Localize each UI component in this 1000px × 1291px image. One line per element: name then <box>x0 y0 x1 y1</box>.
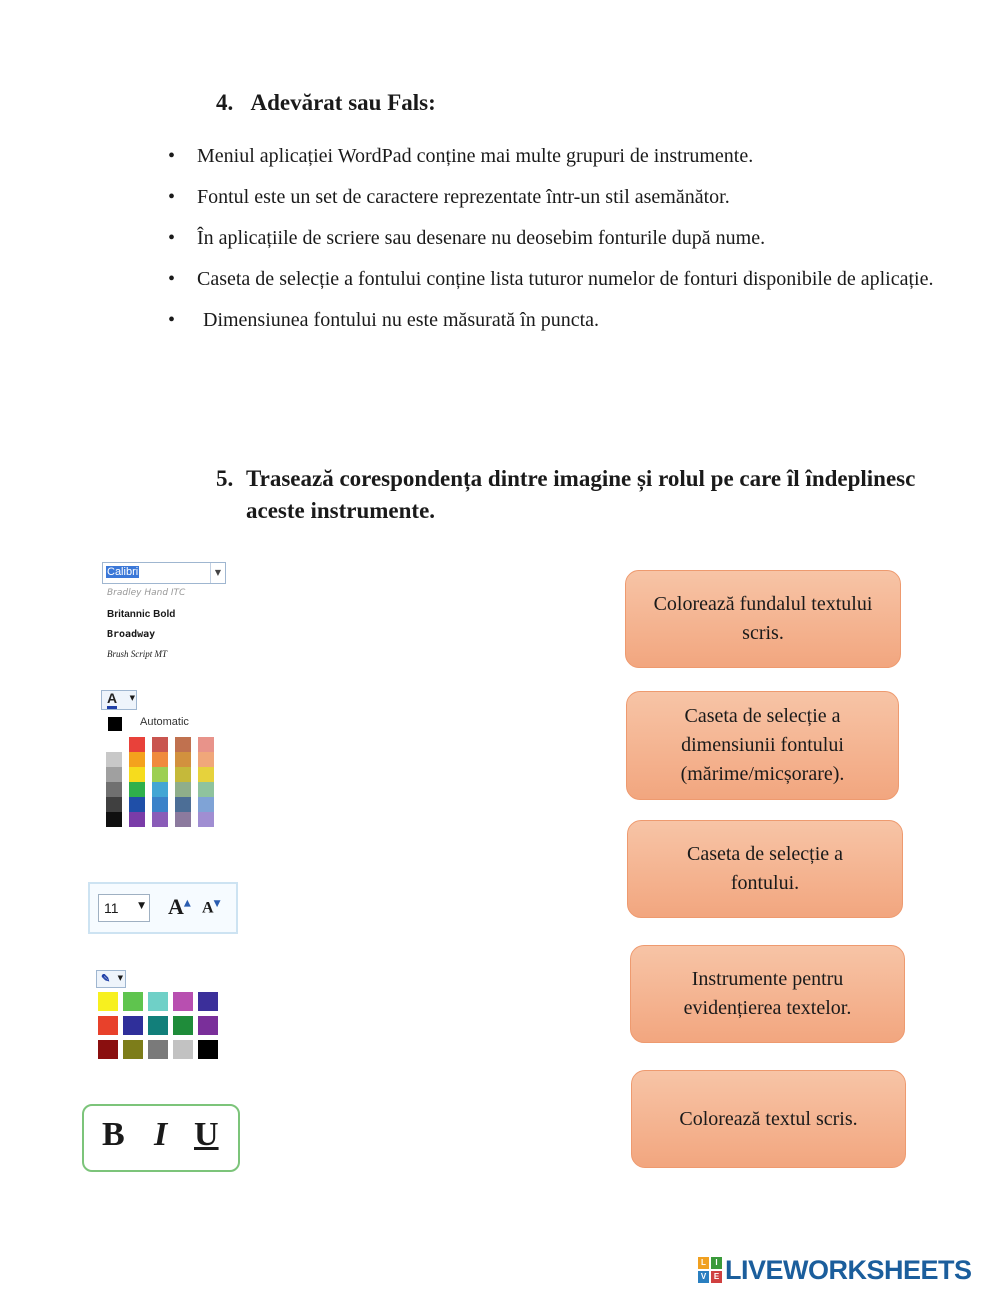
font-color-swatch <box>198 797 214 812</box>
font-color-swatch <box>129 767 145 782</box>
highlight-color-swatch <box>148 1040 168 1059</box>
highlight-color-swatch <box>173 1016 193 1035</box>
font-color-swatch <box>198 737 214 752</box>
highlighter-pen-icon: ✎ <box>101 973 111 985</box>
font-color-swatch <box>152 812 168 827</box>
font-color-swatch <box>175 767 191 782</box>
highlight-color-swatch <box>198 1040 218 1059</box>
font-color-swatch <box>106 767 122 782</box>
role-card-4[interactable]: Instrumente pentru evidențierea textelor. <box>630 945 905 1043</box>
font-color-swatch <box>175 797 191 812</box>
font-color-swatch <box>175 782 191 797</box>
highlight-color-swatch <box>148 992 168 1011</box>
liveworksheets-mark-icon <box>698 1257 722 1283</box>
font-color-swatch <box>198 782 214 797</box>
role-card-1[interactable]: Colorează fundalul textului scris. <box>625 570 901 668</box>
highlight-color-swatch <box>198 1016 218 1035</box>
statement-5: • Dimensiunea fontului nu este măsurată în puncta. <box>166 301 936 340</box>
font-color-swatch <box>175 812 191 827</box>
font-color-swatch <box>198 812 214 827</box>
font-color-swatch <box>152 737 168 752</box>
highlight-color-swatch <box>173 992 193 1011</box>
dropdown-arrow-icon: ▼ <box>129 694 135 702</box>
font-color-image[interactable] <box>100 690 226 830</box>
role-card-2[interactable]: Caseta de selecție a dimensiunii fontului (mărime/micșorare). <box>626 691 899 800</box>
font-color-swatch <box>106 782 122 797</box>
statement-1: • Meniul aplicației WordPad conține mai multe grupuri de instrumente. <box>166 137 936 176</box>
statement-3: • În aplicațiile de scriere sau desenare nu deosebim fonturile după nume. <box>166 219 936 258</box>
highlight-color-swatch <box>98 1040 118 1059</box>
italic-icon: I <box>154 1116 168 1153</box>
logo-mark-letter: E <box>711 1271 722 1283</box>
logo-mark-letter: I <box>711 1257 722 1269</box>
role-card-5[interactable]: Colorează textul scris. <box>631 1070 906 1168</box>
font-color-swatch <box>129 752 145 767</box>
dropdown-arrow-icon: ▼ <box>117 974 123 982</box>
font-selector-image[interactable] <box>100 560 228 668</box>
highlight-color-grid <box>98 992 218 1059</box>
font-color-grid <box>106 737 214 827</box>
role-card-3[interactable]: Caseta de selecție a fontului. <box>627 820 903 918</box>
logo-mark-letter: V <box>698 1271 709 1283</box>
font-color-swatch <box>129 782 145 797</box>
font-option: Bradley Hand ITC <box>107 588 186 598</box>
font-color-swatch <box>152 767 168 782</box>
font-color-swatch <box>198 752 214 767</box>
shrink-font-icon: A▼ <box>202 899 221 917</box>
statement-2: • Fontul este un set de caractere reprezentate într-un stil asemănător. <box>166 178 936 217</box>
font-color-swatch <box>129 812 145 827</box>
liveworksheets-logo <box>698 1254 972 1286</box>
font-color-button <box>101 690 137 710</box>
highlight-color-swatch <box>98 992 118 1011</box>
highlight-color-image[interactable] <box>94 968 224 1064</box>
dropdown-arrow-icon: ▼ <box>138 901 145 911</box>
bold-icon: B <box>102 1116 125 1153</box>
font-color-swatch <box>152 752 168 767</box>
highlight-color-swatch <box>123 992 143 1011</box>
font-color-icon: A <box>107 691 117 709</box>
font-color-swatch <box>129 797 145 812</box>
automatic-color-swatch <box>108 717 122 731</box>
font-color-swatch <box>106 812 122 827</box>
section5-heading <box>216 463 916 527</box>
font-select-box <box>102 562 226 584</box>
font-select-value: Calibri <box>107 566 139 578</box>
statement-4: • Caseta de selecție a fontului conține lista tuturor numelor de fonturi disponibile de aplicație. <box>166 260 936 299</box>
font-color-swatch <box>175 752 191 767</box>
logo-text: LIVEWORKSHEETS <box>725 1254 972 1285</box>
font-size-image[interactable] <box>88 882 238 934</box>
true-false-list <box>166 137 936 342</box>
font-color-swatch <box>106 797 122 812</box>
highlight-color-swatch <box>123 1016 143 1035</box>
font-color-swatch <box>152 782 168 797</box>
section4-number: 4. <box>216 90 234 115</box>
font-option: Broadway <box>107 629 156 640</box>
highlight-color-swatch <box>198 992 218 1011</box>
font-color-swatch <box>152 797 168 812</box>
section4-title: Adevărat sau Fals: <box>250 90 436 115</box>
font-color-swatch <box>198 767 214 782</box>
font-size-value: 11 <box>104 900 119 916</box>
highlight-color-swatch <box>98 1016 118 1035</box>
underline-icon: U <box>194 1116 219 1153</box>
highlight-color-swatch <box>123 1040 143 1059</box>
font-color-swatch <box>106 752 122 767</box>
section4-heading <box>216 90 436 116</box>
logo-mark-letter: L <box>698 1257 709 1269</box>
section5-title: Trasează corespondența dintre imagine și rolul pe care îl îndeplinesc aceste instrumente. <box>246 466 916 523</box>
font-size-select <box>98 894 150 922</box>
section5-number: 5. <box>216 466 234 491</box>
font-color-swatch <box>175 737 191 752</box>
highlighter-button <box>96 970 126 988</box>
automatic-color-label: Automatic <box>140 716 189 728</box>
font-color-swatch <box>129 737 145 752</box>
highlight-color-swatch <box>148 1016 168 1035</box>
font-option: Brush Script MT <box>107 649 168 659</box>
highlight-color-swatch <box>173 1040 193 1059</box>
font-option: Britannic Bold <box>107 609 176 620</box>
dropdown-arrow-icon: ▼ <box>210 563 225 583</box>
grow-font-icon: A▲ <box>168 894 191 919</box>
font-color-swatch <box>106 737 122 752</box>
bold-italic-underline-image[interactable] <box>82 1104 240 1172</box>
